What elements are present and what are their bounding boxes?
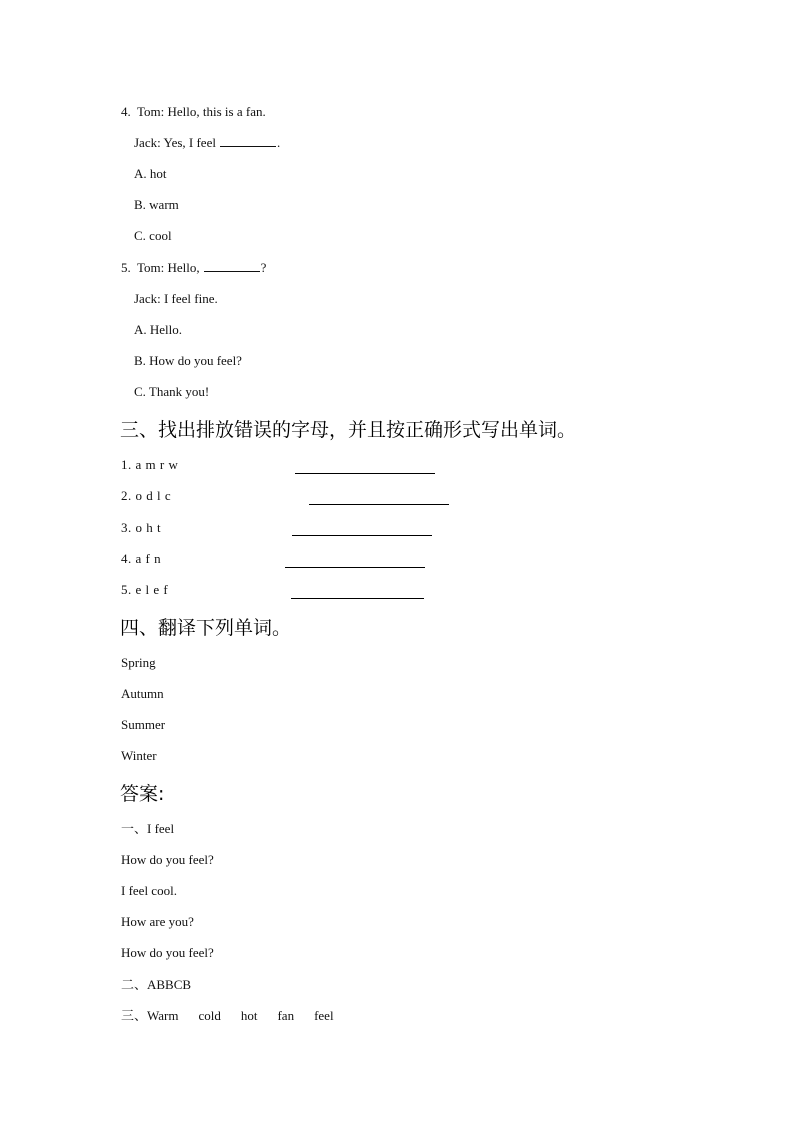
scrambled-word-5: 5. e l e f	[121, 582, 169, 597]
question-5-option-a: A. Hello.	[134, 322, 183, 337]
scrambled-word-4: 4. a f n	[121, 551, 162, 566]
answer-1-line-5: How do you feel?	[121, 945, 214, 960]
translate-word-autumn: Autumn	[121, 686, 164, 701]
answer-1-line-2: How do you feel?	[121, 852, 214, 867]
question-4-option-b: B. warm	[134, 197, 179, 212]
question-4-option-c: C. cool	[134, 228, 172, 243]
question-5-prompt	[121, 260, 266, 276]
question-4-reply-text: Jack: Yes, I feel	[134, 135, 216, 150]
fill-in-blank	[220, 135, 276, 147]
answers-heading: 答案:	[120, 783, 165, 805]
answer-line-5	[291, 598, 424, 599]
question-4-prompt: 4. Tom: Hello, this is a fan.	[121, 104, 266, 119]
translate-word-summer: Summer	[121, 717, 166, 732]
translate-word-spring: Spring	[121, 655, 156, 670]
answer-line-1	[295, 473, 435, 474]
answer-1-line-1: 一、I feel	[121, 821, 175, 836]
answer-3-word: hot	[240, 1008, 258, 1023]
answer-3-word: fan	[277, 1008, 295, 1023]
scrambled-word-3: 3. o h t	[121, 520, 162, 535]
answer-3-word: cold	[198, 1008, 221, 1023]
answer-1-line-4: How are you?	[121, 914, 194, 929]
question-5-option-b: B. How do you feel?	[134, 353, 242, 368]
answer-line-3	[292, 535, 432, 536]
question-5-prompt-suffix: ?	[260, 260, 267, 275]
scrambled-word-1: 1. a m r w	[121, 457, 179, 472]
question-5-option-c: C. Thank you!	[134, 384, 210, 399]
section-4-heading: 四、翻译下列单词。	[120, 617, 292, 639]
answer-3-prefix: 三、Warm	[121, 1008, 179, 1023]
section-3-heading: 三、找出排放错误的字母，并且按正确形式写出单词。	[120, 419, 577, 441]
question-4-option-a: A. hot	[134, 166, 167, 181]
translate-word-winter: Winter	[121, 748, 157, 763]
scrambled-word-2: 2. o d l c	[121, 488, 172, 503]
fill-in-blank	[204, 260, 260, 272]
answer-3-word: feel	[314, 1008, 334, 1023]
answer-line-4	[285, 567, 425, 568]
question-5-reply: Jack: I feel fine.	[134, 291, 218, 306]
question-4-reply-suffix: .	[276, 135, 281, 150]
question-4-reply	[134, 135, 280, 151]
answer-3	[121, 1008, 334, 1024]
answer-1-line-3: I feel cool.	[121, 883, 177, 898]
question-5-prompt-text: 5. Tom: Hello,	[121, 260, 200, 275]
answer-line-2	[309, 504, 449, 505]
answer-2: 二、ABBCB	[121, 977, 192, 992]
